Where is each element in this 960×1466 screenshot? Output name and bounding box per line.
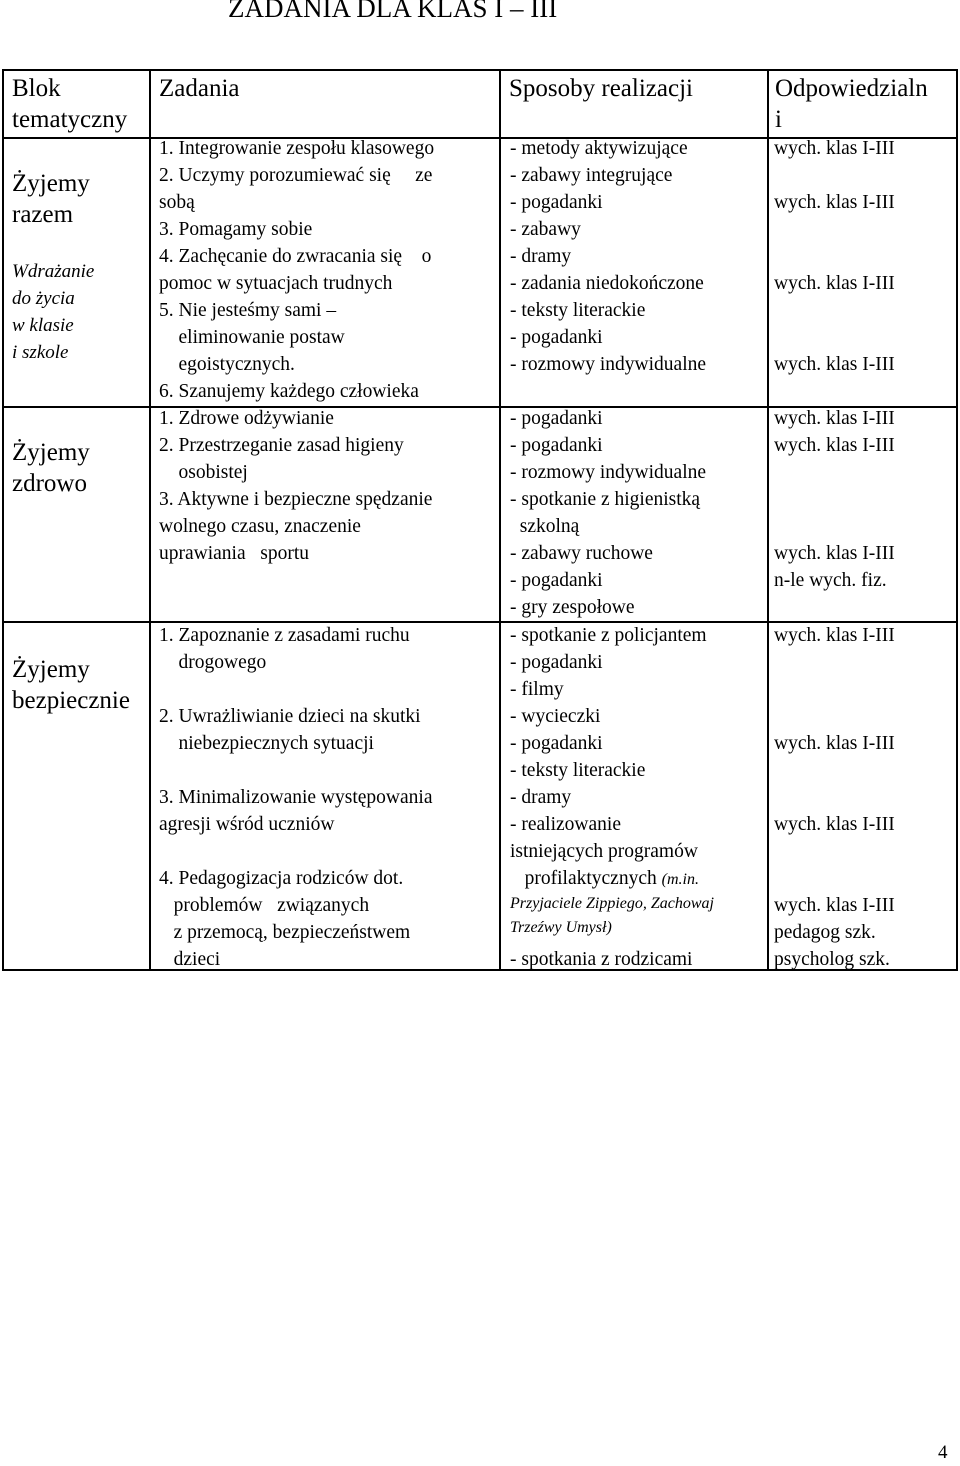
zadanie-item: 1. Integrowanie zespołu klasowego [159,138,435,159]
tasks-table [2,69,958,971]
sposob-item: - spotkania z rodzicami [510,949,693,970]
zadanie-item: dzieci [159,949,221,970]
zadanie-item: problemów związanych [159,895,370,916]
heading-line: bezpiecznie [12,687,130,714]
odpow-item: psycholog szk. [774,949,890,970]
odpow-item [774,838,895,865]
sposob-item: - spotkanie z higienistką [510,489,701,510]
header-blok-line: Blok [12,75,61,102]
sposob-item: - teksty literackie [510,300,646,321]
zadanie-item [159,757,432,784]
heading-line: Żyjemy [12,439,90,466]
odpow-item: wych. klas I-III [774,192,895,213]
heading-line: Żyjemy [12,170,90,197]
zadanie-item: 2. Uczymy porozumiewać się ze [159,165,433,186]
section-subtitle [12,258,94,366]
page-title: ZADANIA DLA KLAS I – III [228,0,558,23]
odpow-item [774,324,895,351]
odpow-item [774,162,895,189]
odpow-item: wych. klas I-III [774,814,895,835]
sposob-item [510,865,714,892]
zadanie-item [159,838,432,865]
page-number: 4 [938,1442,948,1463]
odpow-item [774,486,895,513]
sposob-item: - pogadanki [510,733,603,754]
heading-line: razem [12,201,74,228]
odpow-item: wych. klas I-III [774,354,895,375]
odpow-list [774,135,895,378]
header-blok [12,73,127,135]
sposob-item: - pogadanki [510,408,603,429]
header-odpow-line: Odpowiedzialn [775,75,928,102]
sposob-item: - pogadanki [510,192,603,213]
sposob-item: - zadania niedokończone [510,273,704,294]
sposob-item: - teksty literackie [510,760,646,781]
zadanie-item: 4. Zachęcanie do zwracania się o [159,246,432,267]
section-heading-zdrowo [12,437,90,499]
sposob-item: - dramy [510,787,572,808]
zadanie-item: agresji wśród uczniów [159,814,335,835]
odpow-item: wych. klas I-III [774,435,895,456]
sposob-item: - spotkanie z policjantem [510,625,707,646]
zadanie-item: drogowego [159,652,267,673]
zadanie-item: 3. Aktywne i bezpieczne spędzanie [159,489,433,510]
zadanie-item: 2. Uwrażliwianie dzieci na skutki [159,706,421,727]
zadanie-item: sobą [159,192,195,213]
zadanie-item: uprawiania sportu [159,543,310,564]
zadanie-item [159,676,432,703]
odpow-item [774,297,895,324]
subtitle-line: Wdrażanie [12,261,95,282]
sposob-item: szkolną [510,516,580,537]
zadanie-item: 3. Pomagamy sobie [159,219,313,240]
header-odpow-line: i [775,106,782,133]
odpow-list [774,405,895,594]
zadanie-item: pomoc w sytuacjach trudnych [159,273,393,294]
sposob-item: - realizowanie [510,814,621,835]
odpow-item: wych. klas I-III [774,733,895,754]
zadanie-item: 5. Nie jesteśmy sami – [159,300,337,321]
zadania-list [159,622,432,973]
zadanie-item: 6. Szanujemy każdego człowieka [159,381,419,402]
sposob-item: - metody aktywizujące [510,138,688,159]
odpow-item: wych. klas I-III [774,138,895,159]
sposob-item: - dramy [510,246,572,267]
zadania-list [159,135,434,405]
odpow-item: n-le wych. fiz. [774,570,887,591]
odpow-item [774,703,895,730]
zadanie-item: 3. Minimalizowanie występowania [159,787,433,808]
odpow-list [774,622,895,973]
program-names: Przyjaciele Zippiego, Zachowaj Trzeźwy Umysł) [510,895,714,936]
sposoby-list [510,405,706,621]
sposoby-list [510,622,714,973]
column-divider [767,71,769,969]
sposob-item: - gry zespołowe [510,597,635,618]
sposob-item: - rozmowy indywidualne [510,354,707,375]
subtitle-line: w klasie [12,315,74,336]
zadania-list [159,405,432,567]
heading-line: Żyjemy [12,656,90,683]
odpow-item: wych. klas I-III [774,625,895,646]
header-blok-line: tematyczny [12,106,128,133]
header-sposoby: Sposoby realizacji [509,75,693,102]
subtitle-line: do życia [12,288,75,309]
odpow-item: wych. klas I-III [774,895,895,916]
sposob-item: - filmy [510,679,564,700]
zadanie-item: wolnego czasu, znaczenie [159,516,361,537]
odpow-item [774,513,895,540]
sposob-item: - pogadanki [510,652,603,673]
odpow-item: wych. klas I-III [774,408,895,429]
sposob-item: - zabawy ruchowe [510,543,653,564]
odpow-item: wych. klas I-III [774,273,895,294]
sposob-item: - wycieczki [510,706,601,727]
odpow-item [774,459,895,486]
column-divider [499,71,501,969]
odpow-item [774,216,895,243]
zadanie-item: 1. Zapoznanie z zasadami ruchu [159,625,410,646]
odpow-item [774,865,895,892]
zadanie-item: 1. Zdrowe odżywianie [159,408,334,429]
sposob-text: profilaktycznych [510,868,662,889]
odpow-item [774,649,895,676]
odpow-item [774,676,895,703]
section-heading-bezpiecznie [12,654,130,716]
zadanie-item: osobistej [159,462,248,483]
sposob-item: - pogadanki [510,570,603,591]
zadanie-item: egoistycznych. [159,354,295,375]
section-heading-razem [12,168,90,230]
subtitle-line: i szkole [12,342,69,363]
sposob-item: istniejących programów [510,841,698,862]
odpow-item: wych. klas I-III [774,543,895,564]
sposob-item: - zabawy [510,219,581,240]
heading-line: zdrowo [12,470,87,497]
sposob-note: (m.in. [661,871,699,888]
odpow-item [774,243,895,270]
sposob-item: - pogadanki [510,435,603,456]
header-zadania: Zadania [159,75,240,102]
odpow-item: pedagog szk. [774,922,876,943]
sposoby-list [510,135,706,378]
zadanie-item: 4. Pedagogizacja rodziców dot. [159,868,404,889]
odpow-item [774,757,895,784]
zadanie-item: z przemocą, bezpieczeństwem [159,922,411,943]
zadanie-item: niebezpiecznych sytuacji [159,733,374,754]
zadanie-item: eliminowanie postaw [159,327,345,348]
sposob-item: - rozmowy indywidualne [510,462,707,483]
sposob-item: - pogadanki [510,327,603,348]
zadanie-item: 2. Przestrzeganie zasad higieny [159,435,404,456]
sposob-item: - zabawy integrujące [510,165,673,186]
column-divider [149,71,151,969]
odpow-item [774,784,895,811]
header-odpowiedzialni [775,73,928,135]
